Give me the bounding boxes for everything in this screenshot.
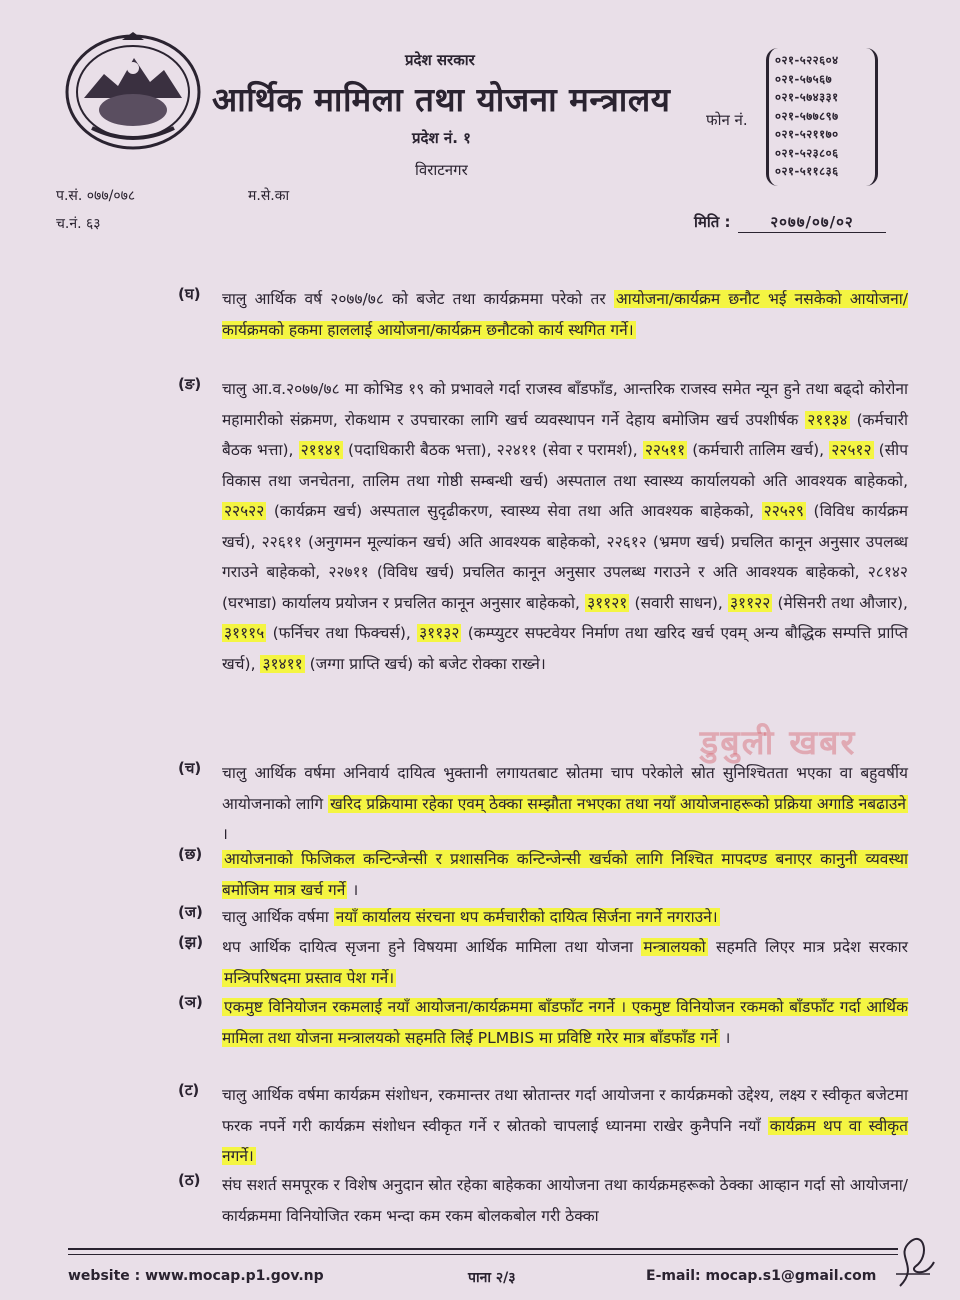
text-segment: (कर्मचारी तालिम खर्च), xyxy=(687,441,830,459)
text-segment: । xyxy=(222,825,228,843)
clause-marker: (घ) xyxy=(178,285,201,303)
highlighted-text: ३१११५ xyxy=(224,624,265,642)
footer-rule xyxy=(68,1254,898,1255)
text-segment: सहमति लिएर मात्र प्रदेश सरकार xyxy=(707,938,909,956)
text-segment: । xyxy=(347,880,359,899)
highlighted-text: २२५११ xyxy=(644,441,686,459)
text-segment: (फर्निचर तथा फिक्चर्स), xyxy=(266,624,418,642)
highlighted-text: आयोजना/कार्यक्रम छनौट भई नसकेको आयोजना/कार्यक्रमको हकमा हाललाई आयोजना/कार्यक्रम छनौटको कार्य स्थगित गर्ने। xyxy=(222,290,908,339)
text-segment: (कम्प्युटर सफ्टवेयर निर्माण तथा खरिद खर्च एवम् अन्य बौद्धिक सम्पत्ति प्राप्ति खर्च), xyxy=(222,624,908,673)
letter-date: २०७७/०७/०२ xyxy=(738,212,886,233)
clause-text xyxy=(222,1080,908,1172)
clause-marker: (ज) xyxy=(178,903,203,921)
text-segment: (मेसिनरी तथा औजार), xyxy=(772,593,908,612)
clause-marker: (ठ) xyxy=(178,1171,201,1189)
text-segment: चालु आर्थिक वर्ष २०७७/७८ को बजेट तथा कार्यक्रममा परेको तर xyxy=(222,290,614,308)
clause-text xyxy=(222,844,908,905)
highlighted-text: मन्त्रिपरिषदमा प्रस्ताव पेश गर्ने। xyxy=(224,968,395,987)
text-segment: (कार्यक्रम खर्च) अस्पताल सुदृढीकरण, स्वास्थ्य सेवा तथा अति आवश्यक बाहेकको, xyxy=(266,502,762,520)
clause-marker: (छ) xyxy=(178,845,203,863)
dispatch-number: च.नं. ६३ xyxy=(56,216,101,232)
text-segment: (पदाधिकारी बैठक भत्ता), २२४११ (सेवा र परामर्श), xyxy=(342,441,643,459)
highlighted-text: २२५१२ xyxy=(831,441,872,459)
text-segment: (जग्गा प्राप्ति खर्च) को बजेट रोक्का राख्ने। xyxy=(304,654,546,673)
clause-text xyxy=(222,902,908,933)
text-segment: चालु आर्थिक वर्षमा xyxy=(222,908,334,926)
footer-website: website : www.mocap.p1.gov.np xyxy=(68,1268,324,1284)
highlighted-text: ३११२१ xyxy=(587,593,628,612)
phone-number: ०२१-५२२६०४ xyxy=(775,53,839,67)
phone-number: ०२१-५७४३३१ xyxy=(775,90,839,104)
highlighted-text: ३११२२ xyxy=(729,593,771,612)
phone-number: ०२१-५७७८९७ xyxy=(775,108,839,123)
clause-text xyxy=(222,1170,908,1231)
clause-marker: (झ) xyxy=(178,933,204,951)
letter-reference-number: प.सं. ०७७/०७८ xyxy=(56,188,136,204)
text-segment: चालु आ.व.२०७७/७८ मा कोभिड १९ को प्रभावले गर्दा राजस्व बाँडफाँड, आन्तरिक राजस्व समेत न्यून हुने तथा बढ्दो कोरोना महामारीको संक्रमण, रोकथाम र उपचारका लागि खर्च व्यवस्थापन गर्ने देहाय बमोजिम खर्च उपशीर्षक xyxy=(222,380,908,429)
text-segment: संघ सशर्त समपूरक र विशेष अनुदान स्रोत रहेका बाहेकका आयोजना तथा कार्यक्रमहरूको ठेक्का आव्हान गर्दा सो आयोजना/कार्यक्रममा विनियोजित रकम भन्दा कम रकम बोलकबोल गरी ठेक्का xyxy=(222,1176,908,1225)
text-segment: (विविध कार्यक्रम खर्च), २२६११ (अनुगमन मूल्यांकन खर्च) अति आवश्यक बाहेकको, २२६१२ (भ्रमण खर्च) प्रचलित कानून अनुसार उपलब्ध गराउने बाहेकको, २२७११ (विविध खर्च) प्रचलित कानून अनुसार उपलब्ध गराउने र अति आवश्यक बाहेकको, २८१४२ (घरभाडा) कार्यालय प्रयोजन र प्रचलित कानून अनुसार बाहेकको, xyxy=(222,502,909,612)
footer-email: E-mail: mocap.s1@gmail.com xyxy=(646,1268,877,1284)
city-line: विराटनगर xyxy=(415,161,468,179)
province-line: प्रदेश नं. १ xyxy=(412,129,471,147)
clause-text xyxy=(222,374,908,679)
highlighted-text: कार्यक्रम थप वा स्वीकृत नगर्ने। xyxy=(222,1116,908,1165)
highlighted-text: मन्त्रालयको xyxy=(643,938,706,956)
government-line: प्रदेश सरकार xyxy=(405,51,475,69)
signature-icon xyxy=(890,1226,940,1296)
highlighted-text: २२५२२ xyxy=(224,502,265,520)
highlighted-text: ३११३२ xyxy=(419,624,460,642)
clause-text xyxy=(222,932,908,993)
phone-numbers xyxy=(766,48,878,186)
clause-marker: (ञ) xyxy=(178,993,203,1011)
text-segment: (कर्मचारी बैठक भत्ता), xyxy=(222,410,909,459)
highlighted-text: खरिद प्रक्रियामा रहेका एवम् ठेक्का सम्झौता नभएका तथा नयाँ आयोजनाहरूको प्रक्रिया अगाडि नबढाउने xyxy=(330,794,906,813)
highlighted-text: २२५२९ xyxy=(763,502,804,520)
clause-text xyxy=(222,284,908,345)
clause-marker: (च) xyxy=(178,759,202,777)
phone-number: ०२१-५११८३६ xyxy=(775,164,839,178)
highlighted-text: २११४१ xyxy=(300,441,341,459)
office-code: म.से.का xyxy=(248,188,290,204)
phone-number: ०२१-५२३८०६ xyxy=(775,145,839,160)
date-label: मिति : xyxy=(694,213,731,231)
text-segment: चालु आर्थिक वर्षमा कार्यक्रम संशोधन, रकमान्तर तथा स्रोतान्तर गर्दा आयोजना र कार्यक्रमको उद्देश्य, लक्ष्य र स्वीकृत बजेटमा फरक नपर्ने गरी कार्यक्रम संशोधन स्वीकृत गर्ने र स्रोतको चापलाई ध्यानमा राखेर कुनैपनि नयाँ xyxy=(222,1086,908,1135)
highlighted-text: २११३४ xyxy=(807,410,848,429)
phone-label: फोन नं. xyxy=(706,111,748,129)
text-segment: (सीप विकास तथा जनचेतना, तालिम तथा गोष्ठी सम्बन्धी खर्च) अस्पताल तथा स्वास्थ्य कार्यालयको अति आवश्यक बाहेकको, xyxy=(222,441,908,490)
ministry-title: आर्थिक मामिला तथा योजना मन्त्रालय xyxy=(212,80,671,119)
footer-page-number: पाना २/३ xyxy=(468,1270,516,1286)
highlighted-text: ३१४११ xyxy=(262,654,303,673)
phone-number: ०२१-५२११७० xyxy=(775,127,839,141)
highlighted-text: आयोजनाको फिजिकल कन्टिन्जेन्सी र प्रशासनिक कन्टिन्जेन्सी खर्चको लागि निश्चित मापदण्ड बनाएर कानुनी व्यवस्था बमोजिम मात्र खर्च गर्ने xyxy=(222,850,908,899)
nepal-emblem-icon xyxy=(62,28,204,152)
text-segment: (सवारी साधन), xyxy=(629,593,728,612)
highlighted-text: नयाँ कार्यालय संरचना थप कर्मचारीको दायित्व सिर्जना नगर्ने नगराउने। xyxy=(335,908,718,926)
highlighted-text: एकमुष्ट विनियोजन रकमलाई नयाँ आयोजना/कार्यक्रममा बाँडफाँट नगर्ने । एकमुष्ट विनियोजन रकमको बाँडफाँट गर्दा आर्थिक मामिला तथा योजना मन्त्रालयको सहमति लिई PLMBIS मा प्रविष्टि गरेर मात्र बाँडफाँड गर्ने xyxy=(222,998,908,1047)
clause-text xyxy=(222,758,908,850)
watermark-stamp: डुबुली खबर xyxy=(700,723,857,763)
clause-marker: (ट) xyxy=(178,1081,200,1099)
footer-rule xyxy=(68,1248,898,1250)
clause-text xyxy=(222,992,908,1053)
text-segment: थप आर्थिक दायित्व सृजना हुने विषयमा आर्थिक मामिला तथा योजना xyxy=(222,938,642,956)
text-segment: । xyxy=(719,1028,731,1047)
phone-number: ०२१-५७५६७ xyxy=(775,71,833,86)
clause-marker: (ङ) xyxy=(178,375,202,393)
text-segment: चालु आर्थिक वर्षमा अनिवार्य दायित्व भुक्तानी लगायतबाट स्रोतमा चाप परेकोले स्रोत सुनिश्चितता भएका वा बहुवर्षीय आयोजनाको लागि xyxy=(222,764,908,813)
